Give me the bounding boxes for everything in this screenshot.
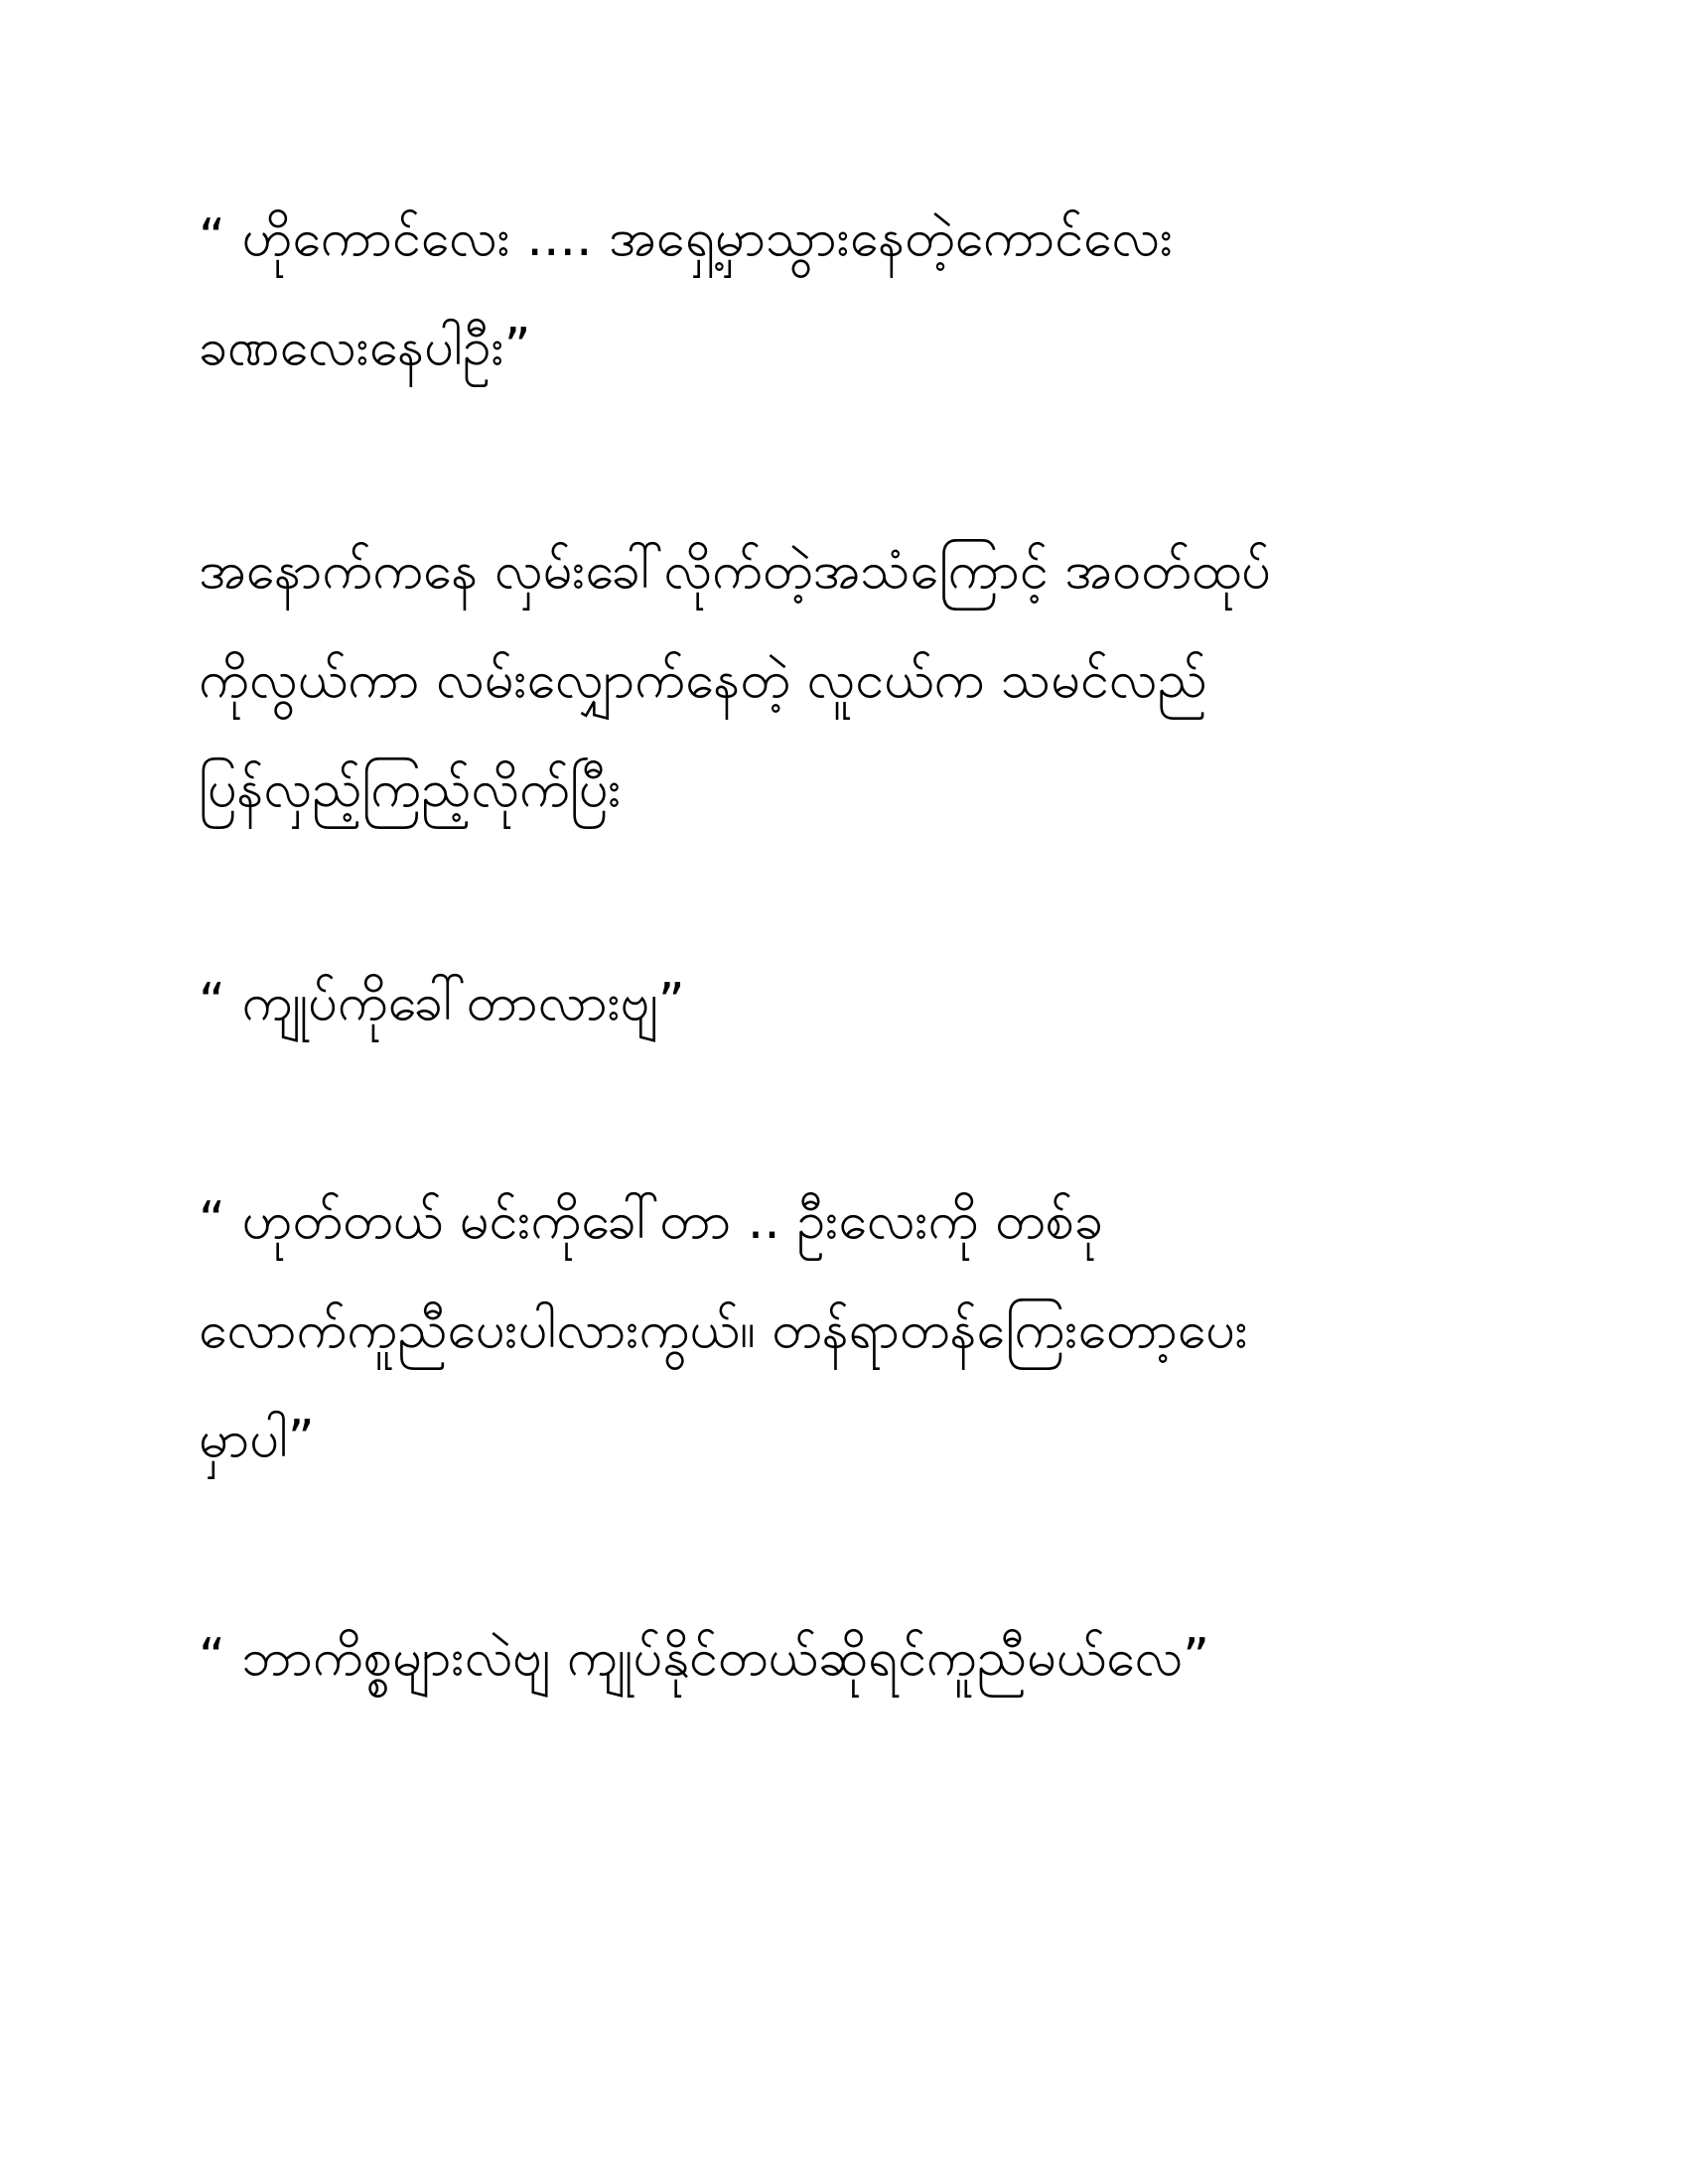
text-line: အနောက်ကနေ လှမ်းခေါ်လိုက်တဲ့အသံကြောင့် အဝတ်ထုပ် [199, 541, 1271, 601]
text-line: “ ဟိုကောင်လေး .... အရှေ့မှာသွားနေတဲ့ကောင်လေး [199, 208, 1174, 268]
text-line: ကိုလွယ်ကာ လမ်းလျှောက်နေတဲ့ လူငယ်က သမင်လည် [199, 650, 1207, 710]
text-line: လောက်ကူညီပေးပါလားကွယ်။ တန်ရာတန်ကြေးတော့ပေး [199, 1300, 1248, 1360]
text-line: “ ကျုပ်ကိုခေါ်တာလားဗျ” [199, 973, 685, 1032]
text-line: မှာပါ” [199, 1410, 315, 1469]
text-line: ခဏလေးနေပါဦး” [199, 318, 531, 377]
dialogue-paragraph [199, 948, 1489, 1057]
narration-paragraph [199, 516, 1489, 844]
text-line: “ ဟုတ်တယ် မင်းကိုခေါ်တာ .. ဦးလေးကို တစ်ခု [199, 1191, 1104, 1251]
dialogue-paragraph [199, 1166, 1489, 1494]
dialogue-paragraph [199, 1603, 1489, 1712]
text-line: “ ဘာကိစ္စများလဲဗျ ကျုပ်နိုင်တယ်ဆိုရင်ကူညီမယ်လေ” [199, 1628, 1210, 1688]
text-line: ပြန်လှည့်ကြည့်လိုက်ပြီး [199, 759, 622, 819]
dialogue-paragraph [199, 184, 1489, 402]
